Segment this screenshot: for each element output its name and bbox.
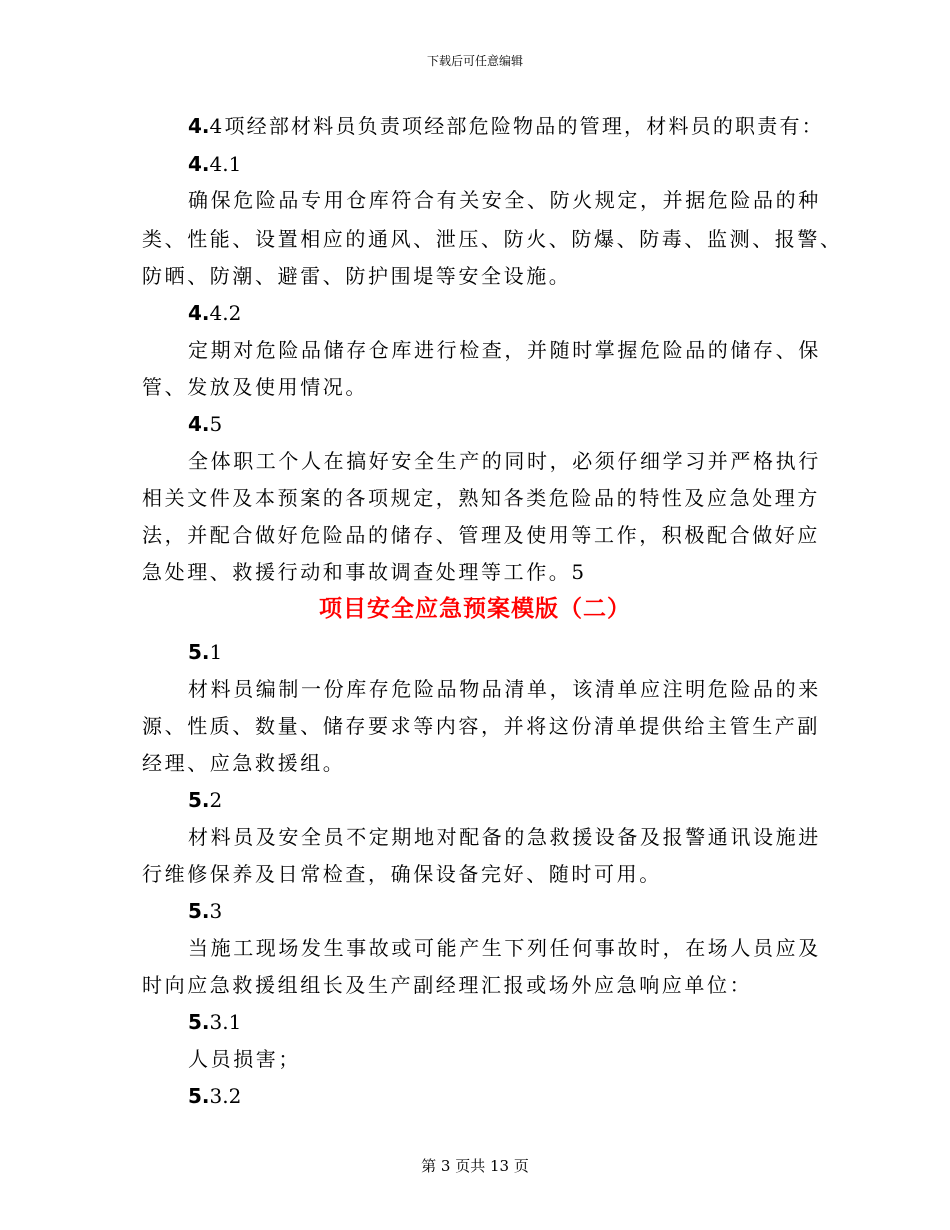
section-number: 5. (188, 1084, 210, 1108)
section-number-rest: 3.2 (209, 1084, 242, 1108)
section-5-3 (188, 897, 222, 925)
section-4-4-1 (188, 150, 241, 178)
paragraph-line: 定期对危险品储存仓库进行检查，并随时掌握危险品的储存、保 (188, 338, 821, 362)
section-title: 项目安全应急预案模版（二） (319, 596, 631, 622)
paragraph-line: 确保危险品专用仓库符合有关安全、防火规定，并据危险品的种 (188, 188, 821, 212)
paragraph-line: 行维修保养及日常检查，确保设备完好、随时可用。 (142, 862, 662, 886)
section-number: 5. (188, 640, 210, 664)
section-number: 4. (188, 301, 210, 325)
section-number: 5. (188, 899, 210, 923)
paragraph-line: 材料员及安全员不定期地对配备的急救援设备及报警通讯设施进 (188, 825, 821, 849)
paragraph-line: 时向应急救援组组长及生产副经理汇报或场外应急响应单位： (142, 973, 753, 997)
paragraph-line: 当施工现场发生事故或可能产生下列任何事故时，在场人员应及 (188, 936, 821, 960)
section-number-rest: 3.1 (209, 1010, 242, 1034)
paragraph-line: 类、性能、设置相应的通风、泄压、防火、防爆、防毒、监测、报警、 (142, 227, 843, 251)
section-number: 4. (188, 114, 210, 138)
section-5-3-1 (188, 1008, 241, 1036)
page-header: 下载后可任意编辑 (426, 54, 523, 68)
paragraph-line: 全体职工个人在搞好安全生产的同时，必须仔细学习并严格执行 (188, 449, 821, 473)
page-footer: 第 3 页共 13 页 (421, 1157, 529, 1175)
section-number-rest: 3 (209, 899, 223, 923)
section-4-5 (188, 410, 222, 438)
section-number: 4. (188, 152, 210, 176)
paragraph-line: 材料员编制一份库存危险品物品清单，该清单应注明危险品的来 (188, 677, 821, 701)
paragraph-line: 管、发放及使用情况。 (142, 375, 368, 399)
section-number-rest: 1 (209, 640, 223, 664)
paragraph-line: 人员损害； (188, 1047, 301, 1071)
paragraph-line: 法，并配合做好危险品的储存、管理及使用等工作，积极配合做好应 (142, 523, 820, 547)
paragraph-line: 相关文件及本预案的各项规定，熟知各类危险品的特性及应急处理方 (142, 486, 820, 510)
section-number-rest: 5 (209, 412, 223, 436)
section-5-1 (188, 638, 222, 666)
section-number-rest: 2 (209, 788, 223, 812)
section-4-4-2 (188, 299, 241, 327)
section-number-rest: 4.2 (209, 301, 242, 325)
section-number: 5. (188, 1010, 210, 1034)
section-5-3-2 (188, 1082, 241, 1110)
paragraph-line: 经理、应急救援组。 (142, 751, 346, 775)
paragraph-line: 源、性质、数量、储存要求等内容，并将这份清单提供给主管生产副 (142, 714, 820, 738)
section-5-2 (188, 786, 222, 814)
section-number: 4. (188, 412, 210, 436)
section-number: 5. (188, 788, 210, 812)
section-text: 4项经部材料员负责项经部危险物品的管理，材料员的职责有： (209, 114, 824, 138)
paragraph-line: 防晒、防潮、避雷、防护围堤等安全设施。 (142, 264, 572, 288)
paragraph-line: 急处理、救援行动和事故调查处理等工作。5 (142, 560, 587, 584)
section-number-rest: 4.1 (209, 152, 242, 176)
section-4-4 (188, 112, 824, 140)
